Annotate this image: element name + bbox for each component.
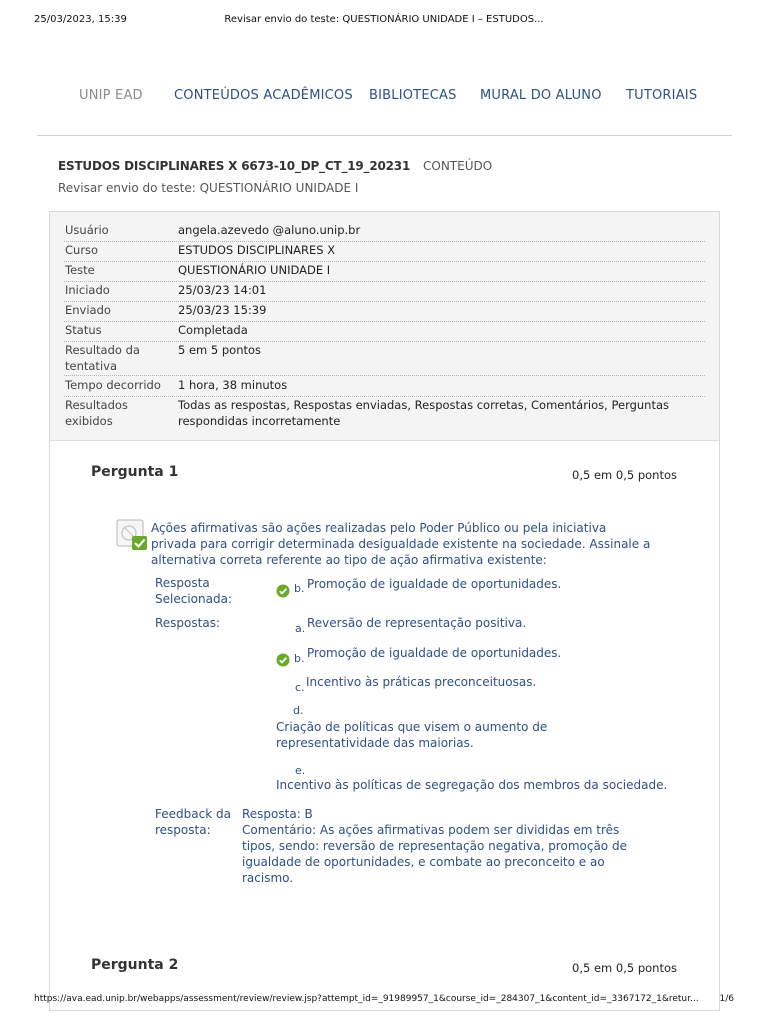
info-value: Completada xyxy=(178,323,248,337)
info-value: 5 em 5 pontos xyxy=(178,343,262,357)
info-key: Usuário xyxy=(65,223,109,237)
answer-b-text: Promoção de igualdade de oportunidades. xyxy=(307,646,562,660)
info-row-resultado xyxy=(64,342,705,376)
print-url: https://ava.ead.unip.br/webapps/assessment/review/review.jsp?attempt_id=_91989957_1&course_id=_284307_1&content_id=_3367172_1&retur... xyxy=(34,994,699,1004)
answer-d-text: Criação de políticas que visem o aumento de representatividade das maiorias. xyxy=(276,720,548,750)
info-value: 25/03/23 15:39 xyxy=(178,303,267,317)
info-value: ESTUDOS DISCIPLINARES X xyxy=(178,243,336,257)
info-value: Todas as respostas, Respostas enviadas, Respostas corretas, Comentários, Perguntas respondidas incorretamente xyxy=(178,398,670,428)
info-value: QUESTIONÁRIO UNIDADE I xyxy=(178,263,331,277)
answers-label: Respostas: xyxy=(155,616,220,630)
info-row-enviado xyxy=(64,302,705,322)
print-title: Revisar envio do teste: QUESTIONÁRIO UNIDADE I – ESTUDOS... xyxy=(224,14,544,25)
info-row-curso xyxy=(64,242,705,262)
info-value: angela.azevedo @aluno.unip.br xyxy=(178,223,361,237)
answer-a-letter: a. xyxy=(295,622,306,635)
answer-e-text: Incentivo às políticas de segregação dos membros da sociedade. xyxy=(276,778,668,792)
graded-correct-icon xyxy=(115,518,149,552)
answer-d-letter: d. xyxy=(293,704,304,717)
info-key: Curso xyxy=(65,243,99,257)
selected-answer-letter: b. xyxy=(294,582,305,595)
page-title: Revisar envio do teste: QUESTIONÁRIO UNIDADE I xyxy=(58,181,359,195)
nav-brand-unip-ead[interactable]: UNIP EAD xyxy=(79,88,143,103)
info-key: Tempo decorrido xyxy=(65,378,161,392)
selected-answer-text: Promoção de igualdade de oportunidades. xyxy=(307,577,562,591)
info-row-teste xyxy=(64,262,705,282)
info-row-tempo xyxy=(64,377,705,397)
nav-item-tutoriais[interactable]: TUTORIAIS xyxy=(626,88,698,103)
info-row-resultados-exibidos xyxy=(64,397,705,431)
nav-item-conteudos-academicos[interactable]: CONTEÚDOS ACADÊMICOS xyxy=(174,88,353,103)
feedback-answer: Resposta: B xyxy=(242,807,313,821)
breadcrumb-section[interactable]: CONTEÚDO xyxy=(423,159,493,173)
nav-item-mural-do-aluno[interactable]: MURAL DO ALUNO xyxy=(480,88,602,103)
info-key: Teste xyxy=(65,263,95,277)
selected-answer-label: Resposta Selecionada: xyxy=(155,576,232,606)
info-key: Iniciado xyxy=(65,283,110,297)
attempt-info-table xyxy=(50,212,719,441)
print-header xyxy=(0,14,768,30)
question-1-points: 0,5 em 0,5 pontos xyxy=(572,468,677,482)
answer-c-text: Incentivo às práticas preconceituosas. xyxy=(306,675,537,689)
breadcrumb-course[interactable]: ESTUDOS DISCIPLINARES X 6673-10_DP_CT_19_20231 xyxy=(58,159,411,173)
answer-b-letter: b. xyxy=(294,652,305,665)
info-value: 25/03/23 14:01 xyxy=(178,283,267,297)
print-page-number: 1/6 xyxy=(719,994,734,1004)
info-row-iniciado xyxy=(64,282,705,302)
nav-item-bibliotecas[interactable]: BIBLIOTECAS xyxy=(369,88,457,103)
print-footer xyxy=(0,994,768,1008)
info-key: Resultados exibidos xyxy=(65,398,128,428)
question-1-title: Pergunta 1 xyxy=(91,464,179,480)
nav-divider xyxy=(37,135,732,136)
answer-a-text: Reversão de representação positiva. xyxy=(307,616,527,630)
info-row-status xyxy=(64,322,705,342)
question-2-title: Pergunta 2 xyxy=(91,957,179,973)
answer-e-letter: e. xyxy=(295,764,306,777)
question-1-text: Ações afirmativas são ações realizadas pelo Poder Público ou pela iniciativa privada para corrigir determinada desigualdade existente na sociedade. Assinale a alternativa correta referente ao tipo de ação afirmativa existente: xyxy=(151,521,651,567)
green-check-icon xyxy=(276,653,290,667)
top-navigation xyxy=(0,88,768,110)
info-key: Resultado da tentativa xyxy=(65,343,140,373)
info-key: Status xyxy=(65,323,102,337)
print-datetime: 25/03/2023, 15:39 xyxy=(34,14,127,25)
review-panel xyxy=(49,211,720,1011)
info-value: 1 hora, 38 minutos xyxy=(178,378,288,392)
info-key: Enviado xyxy=(65,303,111,317)
question-2-points: 0,5 em 0,5 pontos xyxy=(572,961,677,975)
green-check-icon xyxy=(276,584,290,598)
answer-c-letter: c. xyxy=(295,681,305,694)
feedback-label: Feedback da resposta: xyxy=(155,807,231,837)
feedback-comment: Comentário: As ações afirmativas podem ser divididas em três tipos, sendo: reversão de representação negativa, promoção de igualdade de oportunidades, e combate ao preconceito e ao racismo. xyxy=(242,823,627,885)
info-row-usuario xyxy=(64,222,705,242)
